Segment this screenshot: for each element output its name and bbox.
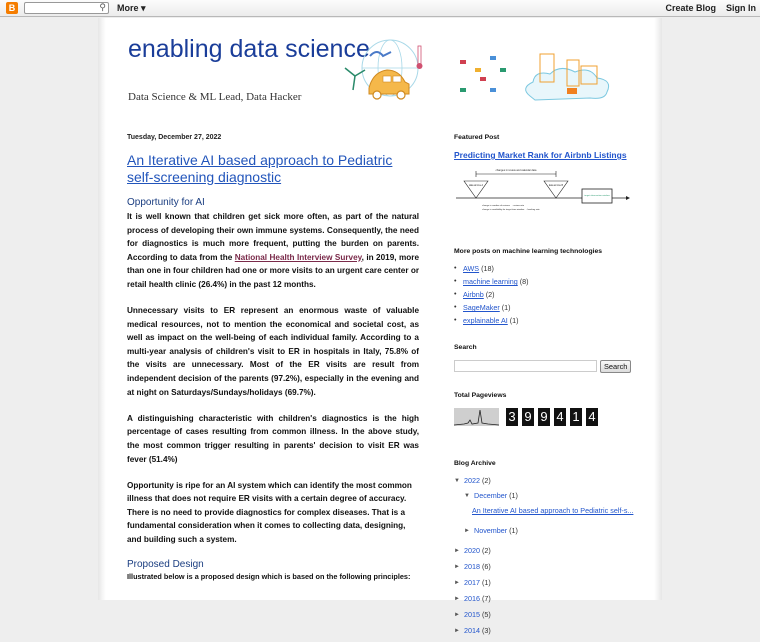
- pageviews-counter: [454, 408, 634, 426]
- collapse-toggle-icon[interactable]: ▼: [454, 477, 460, 484]
- blogger-navbar: [0, 0, 760, 17]
- svg-text:data at time B: data at time B: [548, 185, 564, 187]
- svg-text:target observation window: target observation window: [584, 195, 610, 197]
- pageviews-digit: 4: [554, 408, 566, 426]
- archive-year-item: ► 2016 (7): [454, 594, 491, 603]
- label-link-sagemaker[interactable]: SageMaker: [463, 303, 500, 312]
- label-item: • AWS (18): [454, 264, 634, 273]
- archive-year-item: ► 2020 (2): [454, 546, 491, 555]
- archive-year-link[interactable]: 2017: [464, 578, 480, 587]
- iot-devices-icon: [460, 56, 506, 92]
- archive-year-item: ► 2015 (5): [454, 610, 491, 619]
- labels-list: [454, 264, 634, 325]
- archive-month-link[interactable]: November: [474, 526, 508, 535]
- create-blog-link[interactable]: Create Blog: [665, 3, 716, 13]
- more-menu-button[interactable]: More ▾: [117, 3, 146, 13]
- sidebar-search-input[interactable]: [454, 360, 597, 372]
- label-item: • explainable AI (1): [454, 316, 634, 325]
- featured-post-diagram[interactable]: [454, 166, 634, 224]
- blog-title[interactable]: enabling data science: [128, 35, 370, 63]
- label-link-explainable-ai[interactable]: explainable AI: [463, 316, 508, 325]
- featured-post-link[interactable]: Predicting Market Rank for Airbnb Listings: [454, 150, 627, 160]
- pageviews-digit: 4: [586, 408, 598, 426]
- svg-text:data at time A: data at time A: [468, 185, 484, 187]
- archive-month-link[interactable]: December: [474, 491, 508, 500]
- search-widget-title: Search: [454, 344, 477, 351]
- pageviews-digit: 9: [522, 408, 534, 426]
- header-illustration: [335, 38, 635, 108]
- section-heading-proposed-design: Proposed Design: [127, 559, 204, 571]
- archive-widget-title: Blog Archive: [454, 460, 496, 467]
- label-item: • machine learning (8): [454, 277, 634, 286]
- post-date: Tuesday, December 27, 2022: [127, 134, 222, 141]
- blog-description: Data Science & ML Lead, Data Hacker: [128, 91, 302, 103]
- paragraph-3: A distinguishing characteristic with children's diagnostics is the high percentage of cases resulting from common illness. In the above study, the most common trigger resulting in parents' decision to visit ER was fever (51.4%): [127, 413, 419, 464]
- pageviews-widget-title: Total Pageviews: [454, 392, 507, 399]
- expand-toggle-icon[interactable]: ►: [454, 563, 460, 570]
- time-b-marker: [544, 181, 568, 198]
- archive-year-link[interactable]: 2016: [464, 594, 480, 603]
- search-icon[interactable]: ⚲: [99, 2, 106, 12]
- cloud-city-icon: [526, 54, 609, 100]
- archive-year-item: ► 2018 (6): [454, 562, 491, 571]
- label-link-machine-learning[interactable]: machine learning: [463, 277, 518, 286]
- diagram-top-label: changes in review and calendar data: [495, 169, 537, 172]
- archive-year-item: ► 2017 (1): [454, 578, 491, 587]
- pageviews-digit: 3: [506, 408, 518, 426]
- paragraph-1: It is well known that children get sick more often, as part of the natural process of developing their own immune systems. Consequently, the need for diagnostics is much more frequent, putting the burden on parents. According to data from the National Health Interview Survey, in 2019, more than one in four children had one or more visits to an urgent care center or retail health clinic (26.4%) in the past 12 months.: [127, 212, 420, 289]
- label-item: • Airbnb (2): [454, 290, 634, 299]
- main-content: [127, 134, 419, 581]
- archive-post: [454, 506, 634, 515]
- wind-turbine-icon: [345, 68, 365, 90]
- archive-year-link[interactable]: 2022: [464, 476, 480, 485]
- car-icon: [369, 70, 409, 99]
- expand-toggle-icon[interactable]: ►: [454, 579, 460, 586]
- section-heading-opportunity: Opportunity for AI: [127, 197, 205, 208]
- archive-year-2022: ▼ 2022 (2): [454, 476, 491, 485]
- archive-post-link[interactable]: An Iterative AI based approach to Pediatric self-s...: [472, 506, 634, 515]
- archive-year-item: ► 2014 (3): [454, 626, 491, 635]
- paragraph-2: Unnecessary visits to ER represent an enormous waste of valuable medical resources, not to mention the economical and societal cost, as well as impact on the well-being of each individual family. According to a multi-year analysis of children's visit to ER in hospitals in Italy, 75.8% of the visits are unnecessary. Most of the ER visits are result from independent decision of the parents (97.2%), especially in the evening and at night on Saturdays/Sundays/holidays (69.7%).: [127, 306, 420, 397]
- archive-month-december: ▼ December (1): [464, 491, 518, 500]
- archive-year-link[interactable]: 2014: [464, 626, 480, 635]
- time-a-marker: [464, 181, 488, 198]
- label-item: • SageMaker (1): [454, 303, 634, 312]
- post-title: [127, 152, 419, 186]
- robot-arm-icon: [370, 52, 391, 56]
- label-link-airbnb[interactable]: Airbnb: [463, 290, 484, 299]
- collapse-toggle-icon[interactable]: ▼: [464, 492, 470, 499]
- pageviews-digit: 1: [570, 408, 582, 426]
- archive-year-link[interactable]: 2018: [464, 562, 480, 571]
- labels-widget-title: More posts on machine learning technologies: [454, 248, 603, 255]
- blog-archive: [454, 476, 634, 635]
- label-link-aws[interactable]: AWS: [463, 264, 480, 273]
- sidebar: [454, 134, 634, 642]
- sign-in-link[interactable]: Sign In: [726, 3, 756, 13]
- paragraph-4: Opportunity is ripe for an AI system which can identify the most common illness that does not require ER visits with a certain degree of accuracy. There is no need to provide diagnostics for complex diseases. That is a fundamental consideration when it comes to collecting data, designing, and building such a system.: [127, 480, 412, 544]
- archive-year-link[interactable]: 2020: [464, 546, 480, 555]
- sidebar-search-button[interactable]: Search: [600, 360, 631, 373]
- svg-text:change in number of reviews →: change in number of reviews → review rate: [482, 205, 525, 207]
- expand-toggle-icon[interactable]: ►: [454, 627, 460, 634]
- thermometer-icon: [417, 46, 423, 69]
- archive-month-november: ► November (1): [464, 526, 518, 535]
- navbar-search-input[interactable]: [24, 2, 109, 14]
- archive-year-link[interactable]: 2015: [464, 610, 480, 619]
- nhis-link[interactable]: National Health Interview Survey: [234, 252, 362, 262]
- svg-text:change in availability for tar: change in availability for target time window → booking rate: [482, 209, 540, 211]
- expand-toggle-icon[interactable]: ►: [454, 547, 460, 554]
- paragraph-5: Illustrated below is a proposed design which is based on the following principles:: [127, 572, 411, 582]
- post-title-link[interactable]: An Iterative AI based approach to Pediatric self-screening diagnostic: [127, 152, 393, 185]
- pageviews-digit: 9: [538, 408, 550, 426]
- expand-toggle-icon[interactable]: ►: [464, 527, 470, 534]
- expand-toggle-icon[interactable]: ►: [454, 595, 460, 602]
- pageviews-sparkline: [454, 408, 499, 426]
- blogger-logo-icon[interactable]: B: [6, 2, 18, 14]
- expand-toggle-icon[interactable]: ►: [454, 611, 460, 618]
- featured-post-title: Featured Post: [454, 134, 500, 141]
